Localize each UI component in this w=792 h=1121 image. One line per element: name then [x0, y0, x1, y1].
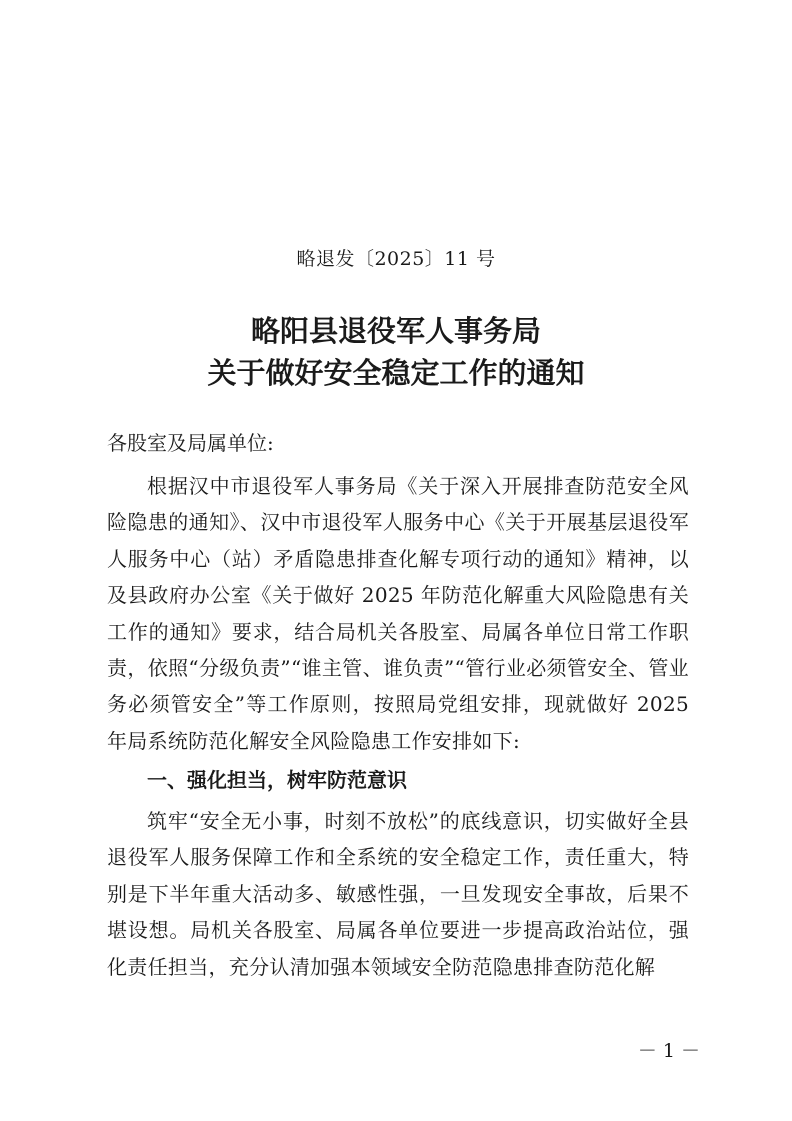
document-number: 略退发〔2025〕11 号: [296, 248, 496, 270]
document-title-line2: 关于做好安全稳定工作的通知: [207, 356, 585, 390]
page-number: － 1 －: [637, 1040, 700, 1062]
document-title-line1: 略阳县退役军人事务局: [250, 314, 541, 348]
salutation: 各股室及局属单位:: [107, 431, 274, 455]
body-paragraph-2: 筑牢“安全无小事，时刻不放松”的底线意识，切实做好全县退役军人服务保障工作和全系统的安全稳定工作，责任重大，特别是下半年重大活动多、敏感性强，一旦发现安全事故，后果不堪设想。局机关各股室、局属各单位要进一步提高政治站位，强化责任担当，充分认清加强本领域安全防范隐患排查防范化解: [107, 809, 689, 979]
body-paragraph-1: 根据汉中市退役军人事务局《关于深入开展排查防范安全风险隐患的通知》、汉中市退役军人服务中心《关于开展基层退役军人服务中心（站）矛盾隐患排查化解专项行动的通知》精神，以及县政府办公室《关于做好 2025 年防范化解重大风险隐患有关工作的通知》要求，结合局机关各股室、局属各单位日常工作职责，依照“分级负责”“谁主管、谁负责”“管行业必须管安全、管业务必须管安全”等工作原则，按照局党组安排，现就做好 2025 年局系统防范化解安全风险隐患工作安排如下:: [107, 474, 689, 753]
section-heading-1: 一、强化担当，树牢防范意识: [147, 768, 407, 792]
